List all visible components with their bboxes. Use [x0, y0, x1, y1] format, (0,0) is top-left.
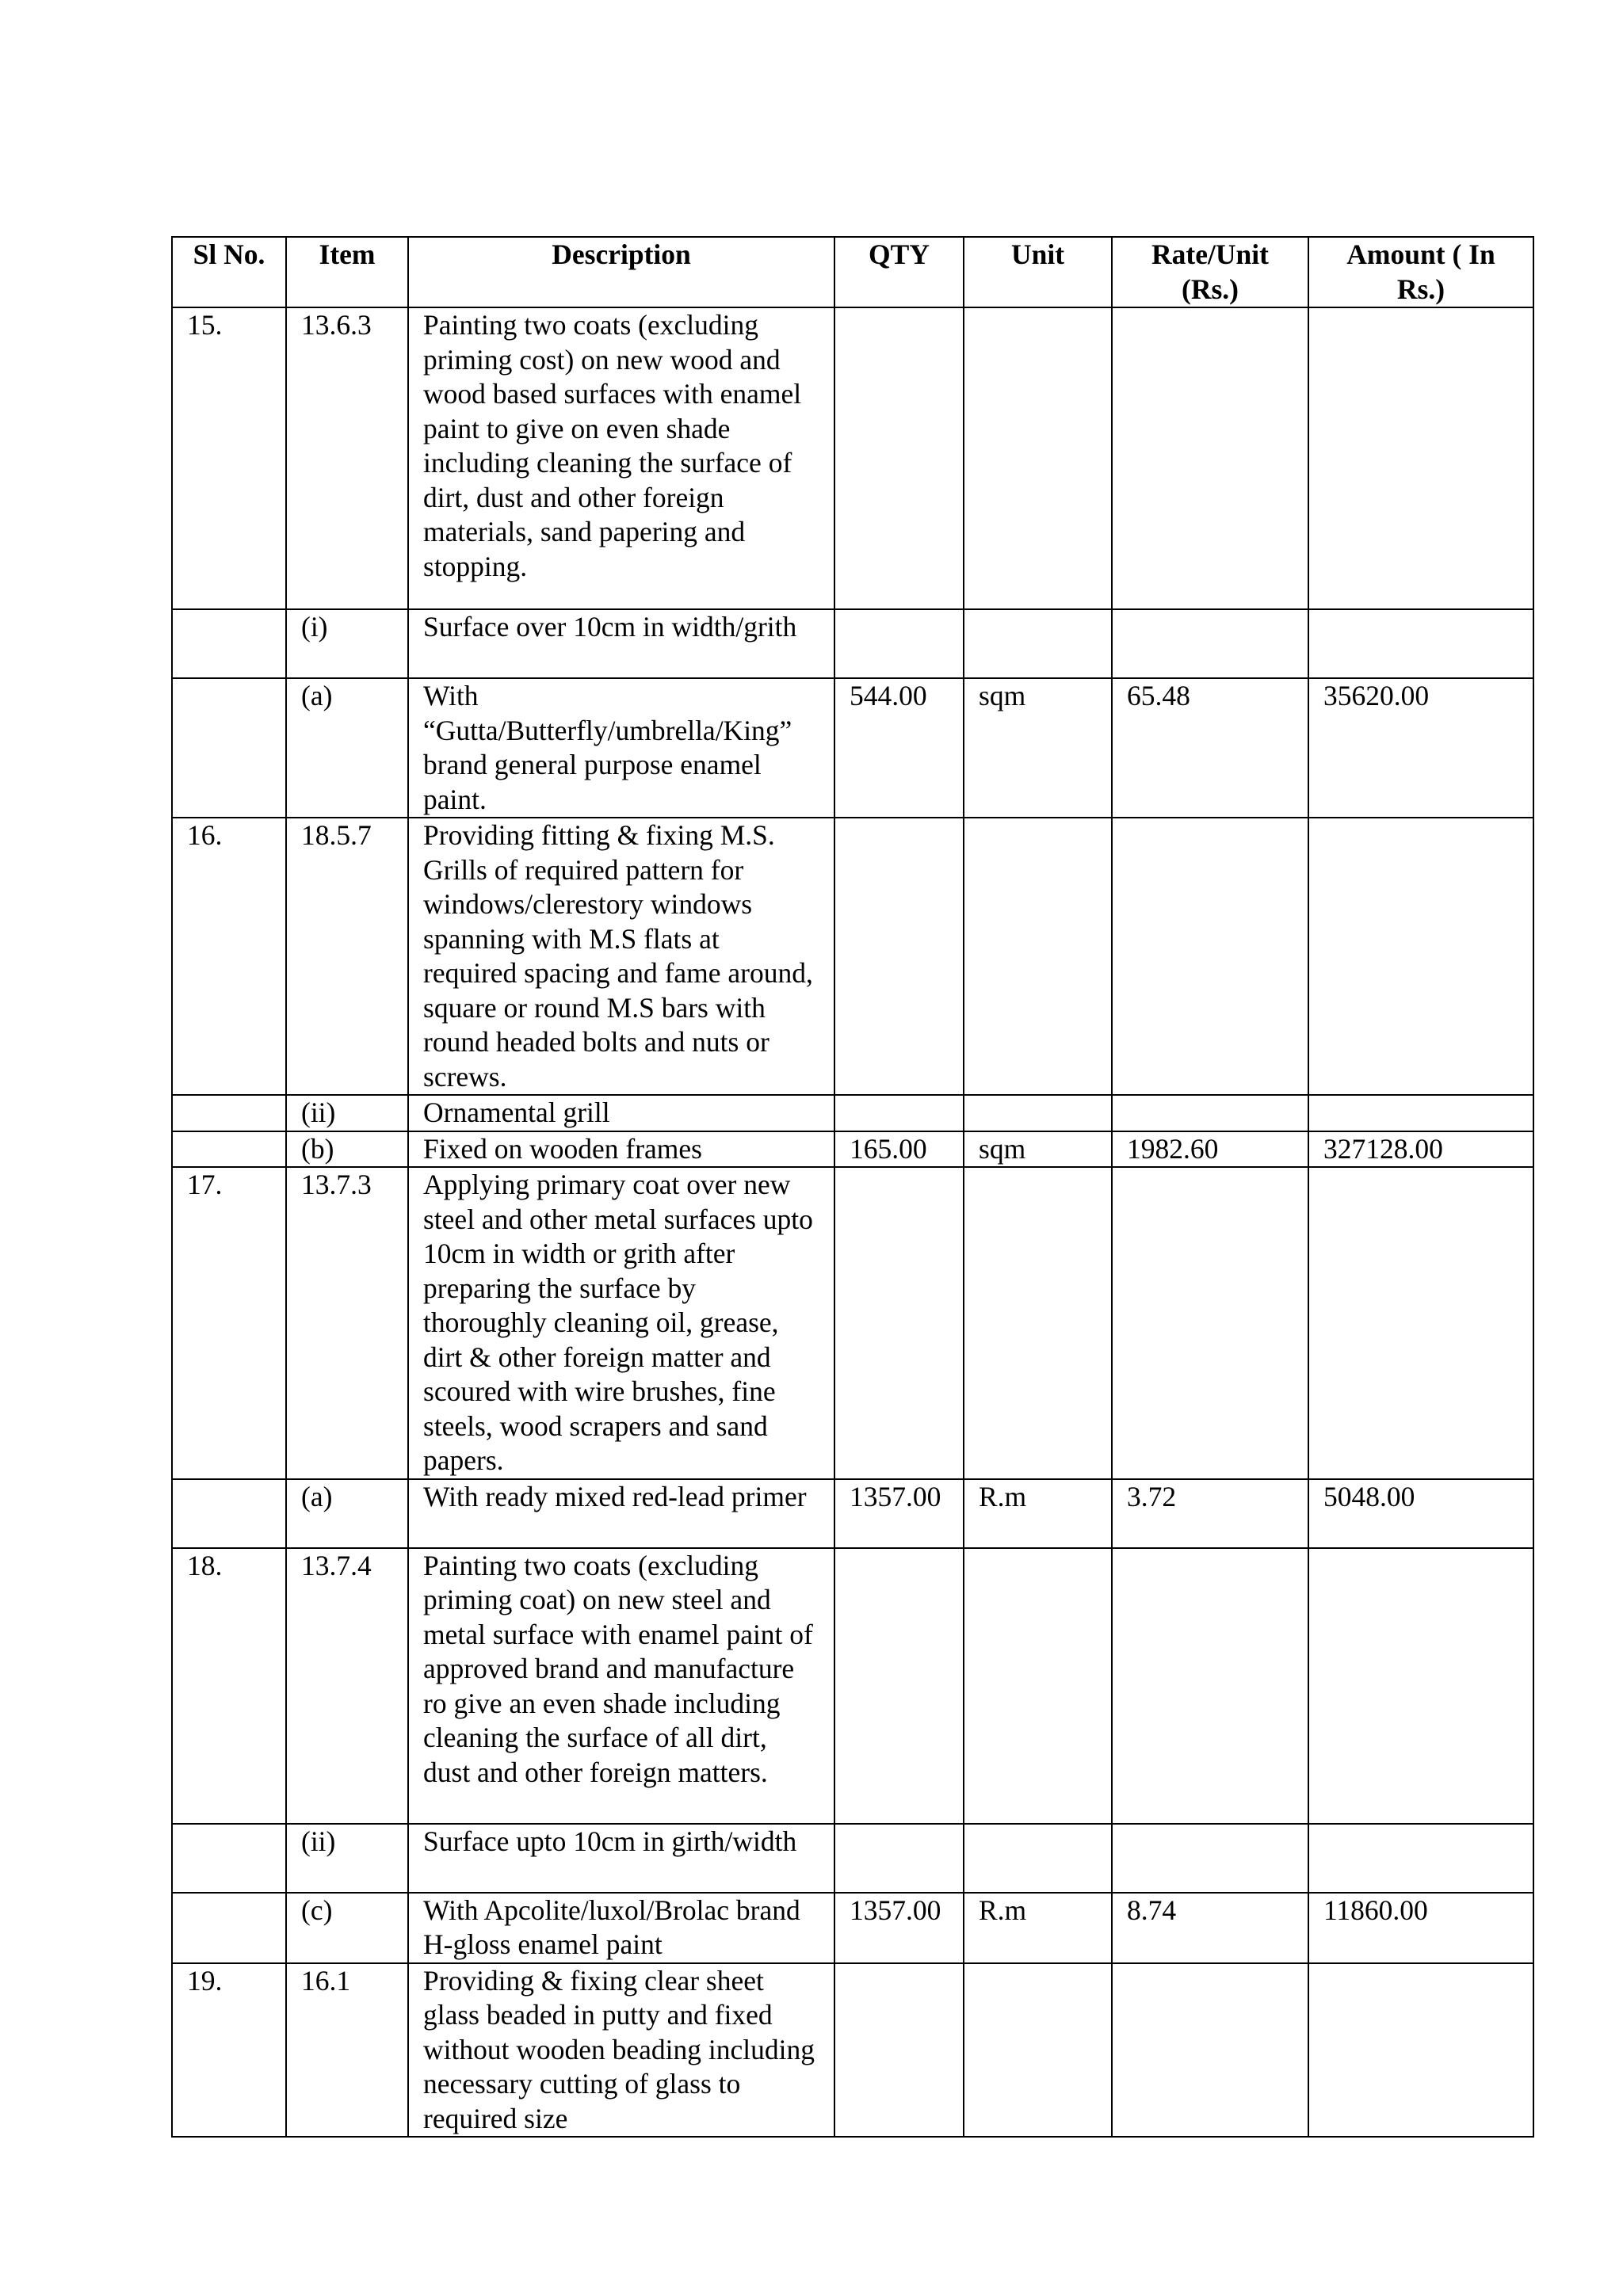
- cell-amount: [1308, 1095, 1533, 1131]
- header-description: Description: [408, 237, 834, 307]
- cell-item: 16.1: [286, 1963, 408, 2138]
- cell-item: (ii): [286, 1095, 408, 1131]
- cell-item: 13.7.4: [286, 1548, 408, 1824]
- cell-item: (ii): [286, 1824, 408, 1893]
- cell-description: Painting two coats (excluding priming coat) on new steel and metal surface with enamel paint of approved brand and manufacture ro give an even shade including cleaning the surface of all dirt, dust and other foreign matters.: [408, 1548, 834, 1824]
- header-item: Item: [286, 237, 408, 307]
- header-sl-no: Sl No.: [172, 237, 286, 307]
- cell-item: 13.6.3: [286, 307, 408, 609]
- cell-unit: R.m: [964, 1893, 1112, 1963]
- cell-description: With ready mixed red-lead primer: [408, 1479, 834, 1548]
- cell-rate: 8.74: [1112, 1893, 1308, 1963]
- cell-amount: [1308, 609, 1533, 678]
- cell-amount: 35620.00: [1308, 678, 1533, 818]
- cell-rate: 1982.60: [1112, 1131, 1308, 1168]
- cell-unit: sqm: [964, 1131, 1112, 1168]
- table-row: [172, 1479, 1533, 1548]
- cell-sl-no: 19.: [172, 1963, 286, 2138]
- cell-description: Providing & fixing clear sheet glass beaded in putty and fixed without wooden beading including necessary cutting of glass to required size: [408, 1963, 834, 2138]
- header-qty: QTY: [834, 237, 964, 307]
- cell-qty: [834, 1824, 964, 1893]
- table-row: [172, 1893, 1533, 1963]
- table-header-row: [172, 237, 1533, 307]
- cell-unit: [964, 818, 1112, 1095]
- cell-unit: [964, 1095, 1112, 1131]
- bill-of-quantities-table: [171, 236, 1534, 2138]
- cell-qty: 165.00: [834, 1131, 964, 1168]
- cell-amount: 11860.00: [1308, 1893, 1533, 1963]
- cell-item: (i): [286, 609, 408, 678]
- cell-sl-no: [172, 609, 286, 678]
- cell-description: Ornamental grill: [408, 1095, 834, 1131]
- cell-rate: 65.48: [1112, 678, 1308, 818]
- cell-description: Surface over 10cm in width/grith: [408, 609, 834, 678]
- cell-description: Surface upto 10cm in girth/width: [408, 1824, 834, 1893]
- cell-qty: [834, 1167, 964, 1479]
- cell-sl-no: 15.: [172, 307, 286, 609]
- cell-sl-no: [172, 1479, 286, 1548]
- cell-sl-no: [172, 1095, 286, 1131]
- cell-item: 18.5.7: [286, 818, 408, 1095]
- cell-item: (a): [286, 1479, 408, 1548]
- table-row: [172, 307, 1533, 609]
- cell-unit: [964, 609, 1112, 678]
- cell-description: With “Gutta/Butterfly/umbrella/King” brand general purpose enamel paint.: [408, 678, 834, 818]
- cell-item: 13.7.3: [286, 1167, 408, 1479]
- table-row: [172, 1824, 1533, 1893]
- cell-qty: [834, 1963, 964, 2138]
- header-unit: Unit: [964, 237, 1112, 307]
- cell-item: (a): [286, 678, 408, 818]
- cell-description: Fixed on wooden frames: [408, 1131, 834, 1168]
- cell-amount: [1308, 1963, 1533, 2138]
- cell-qty: [834, 818, 964, 1095]
- cell-amount: [1308, 1548, 1533, 1824]
- cell-qty: 1357.00: [834, 1893, 964, 1963]
- cell-qty: [834, 609, 964, 678]
- cell-sl-no: [172, 1824, 286, 1893]
- table-row: [172, 818, 1533, 1095]
- cell-rate: [1112, 1095, 1308, 1131]
- cell-sl-no: 17.: [172, 1167, 286, 1479]
- header-rate: Rate/Unit (Rs.): [1112, 237, 1308, 307]
- header-amount: Amount ( In Rs.): [1308, 237, 1533, 307]
- cell-qty: [834, 1548, 964, 1824]
- cell-rate: [1112, 1824, 1308, 1893]
- cell-sl-no: [172, 1893, 286, 1963]
- table-row: [172, 1131, 1533, 1168]
- cell-item: (c): [286, 1893, 408, 1963]
- cell-description: Applying primary coat over new steel and other metal surfaces upto 10cm in width or grith after preparing the surface by thoroughly cleaning oil, grease, dirt & other foreign matter and scoured with wire brushes, fine steels, wood scrapers and sand papers.: [408, 1167, 834, 1479]
- table-row: [172, 1167, 1533, 1479]
- cell-unit: R.m: [964, 1479, 1112, 1548]
- cell-rate: [1112, 818, 1308, 1095]
- cell-amount: 327128.00: [1308, 1131, 1533, 1168]
- cell-qty: 1357.00: [834, 1479, 964, 1548]
- cell-rate: [1112, 609, 1308, 678]
- cell-rate: [1112, 1167, 1308, 1479]
- cell-rate: 3.72: [1112, 1479, 1308, 1548]
- table-row: [172, 678, 1533, 818]
- cell-unit: [964, 307, 1112, 609]
- cell-description: Providing fitting & fixing M.S. Grills of required pattern for windows/clerestory windows spanning with M.S flats at required spacing and fame around, square or round M.S bars with round headed bolts and nuts or screws.: [408, 818, 834, 1095]
- cell-qty: [834, 1095, 964, 1131]
- cell-sl-no: 18.: [172, 1548, 286, 1824]
- cell-unit: [964, 1963, 1112, 2138]
- cell-qty: [834, 307, 964, 609]
- cell-amount: [1308, 1824, 1533, 1893]
- cell-amount: [1308, 1167, 1533, 1479]
- table-row: [172, 1548, 1533, 1824]
- cell-unit: [964, 1824, 1112, 1893]
- cell-qty: 544.00: [834, 678, 964, 818]
- cell-rate: [1112, 1548, 1308, 1824]
- cell-rate: [1112, 1963, 1308, 2138]
- cell-amount: [1308, 307, 1533, 609]
- cell-unit: sqm: [964, 678, 1112, 818]
- cell-unit: [964, 1167, 1112, 1479]
- table-row: [172, 609, 1533, 678]
- cell-rate: [1112, 307, 1308, 609]
- cell-unit: [964, 1548, 1112, 1824]
- cell-sl-no: [172, 678, 286, 818]
- table-row: [172, 1963, 1533, 2138]
- cell-sl-no: 16.: [172, 818, 286, 1095]
- cell-description: Painting two coats (excluding priming cost) on new wood and wood based surfaces with enamel paint to give on even shade including cleaning the surface of dirt, dust and other foreign materials, sand papering and stopping.: [408, 307, 834, 609]
- table-row: [172, 1095, 1533, 1131]
- cell-item: (b): [286, 1131, 408, 1168]
- cell-sl-no: [172, 1131, 286, 1168]
- cell-amount: [1308, 818, 1533, 1095]
- cell-description: With Apcolite/luxol/Brolac brand H-gloss enamel paint: [408, 1893, 834, 1963]
- cell-amount: 5048.00: [1308, 1479, 1533, 1548]
